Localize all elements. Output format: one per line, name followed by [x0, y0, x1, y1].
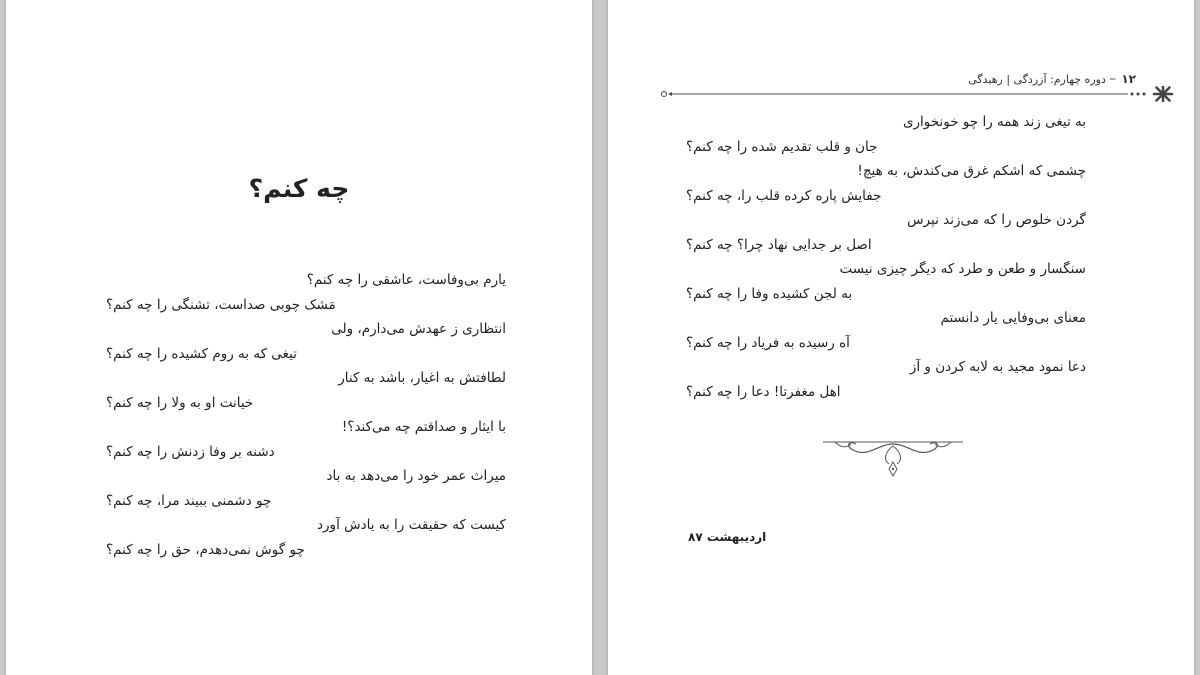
verse-line: معنای بی‌وفایی یار دانستم — [940, 310, 1086, 326]
verse-line: دعا نمود مجید به لابه کردن و آز — [909, 359, 1086, 375]
verse-line: میراث عمر خود را می‌دهد به باد — [326, 468, 506, 484]
verse-line: گردن خلوص را که می‌زند نپرس — [907, 212, 1086, 228]
stanza — [686, 110, 1086, 159]
page-number: ۱۲ — [1121, 72, 1136, 86]
verse-line: انتظاری ز عهدش می‌دارم، ولی — [331, 321, 506, 337]
stanza — [106, 268, 506, 317]
poem-title: چه کنم؟ — [248, 174, 350, 203]
verse-line: چشمی که اشکم غرق می‌کندش، به هیچ! — [857, 163, 1086, 179]
verse-line: به تیغی زند همه را چو خونخواری — [902, 114, 1086, 130]
header-rule-ornament — [658, 86, 1198, 102]
left-page — [6, 0, 592, 675]
header-separator: ⎯ — [1109, 72, 1116, 85]
verse-line: اهل مغفرتا! دعا را چه کنم؟ — [686, 383, 841, 400]
divider-ornament — [823, 436, 963, 478]
verse-line: خیانت او به ولا را چه کنم؟ — [106, 394, 254, 411]
section-title: دوره چهارم: آزردگی | رهیدگی — [968, 72, 1106, 86]
stanza — [106, 366, 506, 415]
verse-line: تیغی که به روم کشیده را چه کنم؟ — [106, 345, 297, 362]
stanza — [686, 306, 1086, 355]
verse-line: جفایش پاره کرده قلب را، چه کنم؟ — [686, 187, 882, 204]
poem-body-right — [686, 110, 1086, 404]
verse-line: کیست که حقیقت را به یادش آورد — [317, 517, 506, 533]
verse-line: یارم بی‌وفاست، عاشقی را چه کنم؟ — [306, 272, 506, 288]
verse-line: جان و قلب تقدیم شده را چه کنم؟ — [686, 138, 878, 155]
stanza — [686, 355, 1086, 404]
verse-line: مَشک چوبی صداست، تشنگی را چه کنم؟ — [106, 296, 336, 313]
verse-line: اصل بر جدایی نهاد چرا؟ چه کنم؟ — [686, 236, 872, 253]
stanza — [106, 513, 506, 562]
stanza — [686, 159, 1086, 208]
verse-line: سنگسار و طعن و طرد که دیگر چیزی نیست — [839, 261, 1086, 277]
verse-line: چو دشمنی ببیند مرا، چه کنم؟ — [106, 492, 272, 509]
verse-line: لطافتش به اغیار، باشد به کنار — [338, 370, 506, 386]
verse-line: آه رسیده به فریاد را چه کنم؟ — [686, 334, 850, 351]
stanza — [106, 317, 506, 366]
poem-date: اردیبهشت ۸۷ — [688, 530, 767, 544]
stanza — [686, 257, 1086, 306]
running-header — [968, 72, 1136, 86]
stanza — [106, 415, 506, 464]
poem-body-left — [106, 268, 506, 562]
verse-line: به لجن کشیده وفا را چه کنم؟ — [686, 285, 853, 302]
verse-line: دشنه بر وفا زدنش را چه کنم؟ — [106, 443, 275, 460]
verse-line: با ایثار و صداقتم چه می‌کند؟! — [341, 419, 506, 435]
stanza — [686, 208, 1086, 257]
stanza — [106, 464, 506, 513]
verse-line: چو گوش نمی‌دهدم، حق را چه کنم؟ — [106, 541, 305, 558]
right-page — [608, 0, 1194, 675]
